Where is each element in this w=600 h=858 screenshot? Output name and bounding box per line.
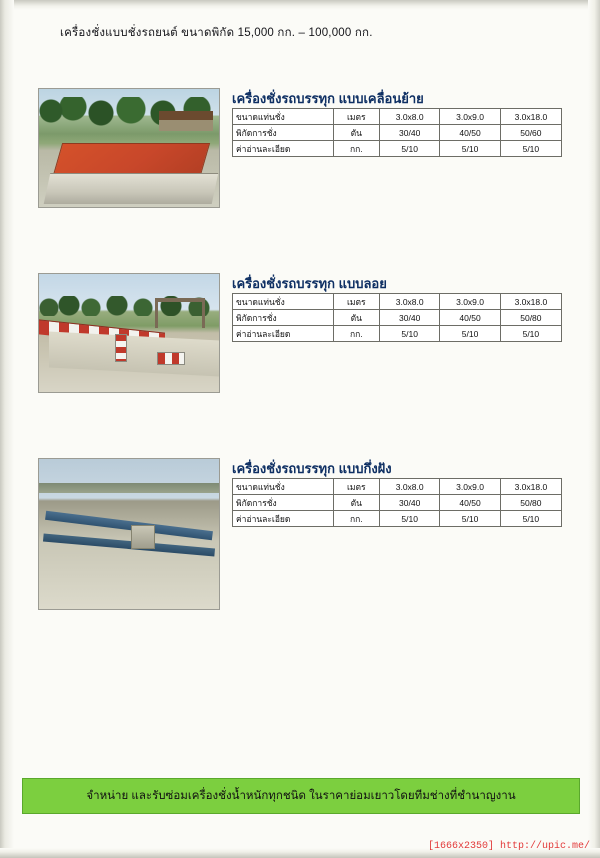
hut-graphic: [159, 111, 213, 131]
paper-edge-right: [588, 0, 600, 858]
spec-table-3: [232, 478, 562, 527]
table-row: [233, 109, 562, 125]
row-label: ขนาดแท่นชั่ง: [233, 479, 334, 495]
platform-graphic: [49, 332, 219, 377]
paper-edge-top: [0, 0, 600, 10]
row-value: 40/50: [440, 310, 500, 326]
pillar-graphic: [131, 525, 155, 549]
row-unit: เมตร: [333, 294, 379, 310]
row-unit: ตัน: [333, 495, 379, 511]
row-value: 5/10: [500, 141, 561, 157]
bollard-graphic: [157, 352, 185, 365]
table-row: [233, 141, 562, 157]
row-value: 3.0x8.0: [380, 109, 440, 125]
row-value: 3.0x9.0: [440, 109, 500, 125]
row-value: 40/50: [440, 125, 500, 141]
row-value: 50/60: [500, 125, 561, 141]
row-label: ค่าอ่านละเอียด: [233, 326, 334, 342]
concrete-base-graphic: [44, 173, 219, 204]
row-value: 3.0x18.0: [500, 479, 561, 495]
horizon-graphic: [39, 483, 219, 493]
section-heading: เครื่องชั่งรถบรรทุก แบบลอย: [232, 276, 387, 291]
photo-semi-pit-weighbridge: [38, 458, 220, 610]
row-value: 3.0x8.0: [380, 479, 440, 495]
bollard-graphic: [115, 334, 127, 362]
watermark: [1666x2350] http://upic.me/: [427, 841, 590, 852]
row-label: พิกัดการชั่ง: [233, 310, 334, 326]
row-value: 5/10: [500, 511, 561, 527]
row-value: 30/40: [380, 495, 440, 511]
table-row: [233, 326, 562, 342]
row-label: พิกัดการชั่ง: [233, 495, 334, 511]
section-heading: เครื่องชั่งรถบรรทุก แบบกึ่งฝัง: [232, 461, 392, 476]
row-value: 5/10: [500, 326, 561, 342]
row-value: 3.0x9.0: [440, 294, 500, 310]
table-row: [233, 294, 562, 310]
row-value: 3.0x18.0: [500, 294, 561, 310]
row-unit: เมตร: [333, 109, 379, 125]
section-heading: เครื่องชั่งรถบรรทุก แบบเคลื่อนย้าย: [232, 91, 424, 106]
row-unit: กก.: [333, 141, 379, 157]
row-value: 3.0x8.0: [380, 294, 440, 310]
row-unit: กก.: [333, 511, 379, 527]
spec-table-2: [232, 293, 562, 342]
row-unit: เมตร: [333, 479, 379, 495]
row-value: 3.0x18.0: [500, 109, 561, 125]
row-unit: ตัน: [333, 125, 379, 141]
paper-edge-left: [0, 0, 14, 858]
table-row: [233, 511, 562, 527]
row-label: ขนาดแท่นชั่ง: [233, 109, 334, 125]
row-value: 5/10: [440, 326, 500, 342]
row-label: พิกัดการชั่ง: [233, 125, 334, 141]
row-value: 40/50: [440, 495, 500, 511]
table-row: [233, 495, 562, 511]
table-row: [233, 310, 562, 326]
table-row: [233, 125, 562, 141]
gate-graphic: [155, 298, 205, 328]
spec-table-1: [232, 108, 562, 157]
photo-pit-less-weighbridge: [38, 273, 220, 393]
footer-banner: [22, 778, 580, 814]
row-value: 50/80: [500, 495, 561, 511]
row-label: ค่าอ่านละเอียด: [233, 141, 334, 157]
row-value: 5/10: [380, 141, 440, 157]
photo-movable-weighbridge: [38, 88, 220, 208]
row-unit: ตัน: [333, 310, 379, 326]
footer-banner-text: จำหน่าย และรับซ่อมเครื่องชั่งน้ำหนักทุกชนิด ในราคาย่อมเยาวโดยทีมช่างที่ชำนาญงาน: [86, 790, 516, 802]
row-value: 5/10: [440, 511, 500, 527]
page-title: เครื่องชั่งแบบชั่งรถยนต์ ขนาดพิกัด 15,000 กก. – 100,000 กก.: [60, 27, 373, 39]
row-value: 5/10: [440, 141, 500, 157]
row-value: 30/40: [380, 125, 440, 141]
row-value: 5/10: [380, 511, 440, 527]
row-value: 30/40: [380, 310, 440, 326]
row-value: 50/80: [500, 310, 561, 326]
row-value: 5/10: [380, 326, 440, 342]
row-label: ค่าอ่านละเอียด: [233, 511, 334, 527]
row-value: 3.0x9.0: [440, 479, 500, 495]
table-row: [233, 479, 562, 495]
row-unit: กก.: [333, 326, 379, 342]
row-label: ขนาดแท่นชั่ง: [233, 294, 334, 310]
